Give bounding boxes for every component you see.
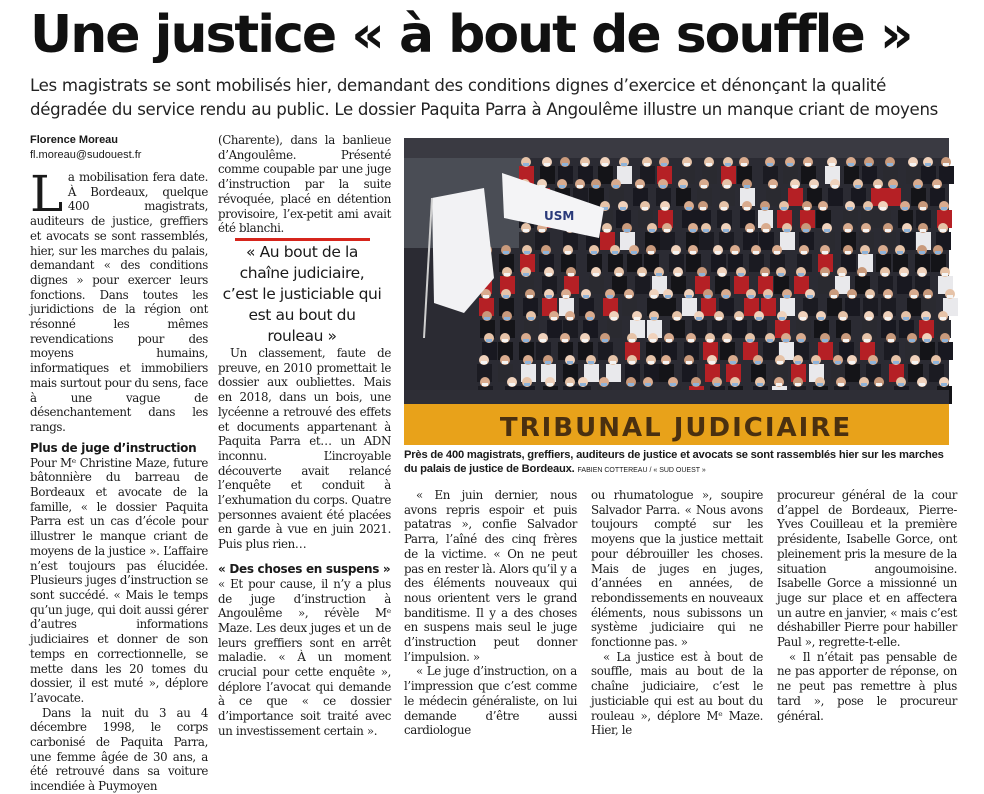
paragraph: « La justice est à bout de souffle, mais au bout de la chaîne judiciaire, c’est le justiciable qui est au bout du rouleau », déplore Mᵉ Maze. Hier, le (591, 649, 763, 738)
paragraph: procureur général de la cour d’appel de Bordeaux, Pierre-Yves Couilleau et la première présidente, Isabelle Gorce, ont pleinement pris la mesure de la situation angoumoisine. Isabelle Gorce a missionné un juge sur place et en affectera un autre en janvier, « mais c’est déshabiller Pierre pour habiller Paul », regrette-t-elle. (777, 488, 957, 650)
lead-paragraph (30, 165, 208, 435)
paragraph: « Et pour cause, il n’y a plus de juge d’instruction à Angoulême », révèle Mᵉ Maze. Les deux juges et un de leurs greffiers sont en arrêt maladie. « À un moment crucial pour cette enquête », déplore l’avocat qui demande à ce que « ce dossier d’importance soit traité avec un investissement certain ». (218, 576, 391, 738)
paragraph: ou rhumatologue », soupire Salvador Parra. « Nous avons toujours compté sur les moyens que la justice mettait pour débrouiller les choses. Mais de juges en juges, d’années en années, de rebondissements en nouveaux éléments, nous subissons un système judiciaire qui ne fonctionne pas. » (591, 488, 763, 650)
column-2 (218, 133, 391, 236)
paragraph: Un classement, faute de preuve, en 2010 promettait le dossier aux oubliettes. Mais en 2018, dans un bois, une lycéenne a retrouvé des effets et documents appartenant à Paquita Parra et… un ADN inconnu. L’incroyable découverte avait relancé l’enquête et conduit à l’exhumation du corps. Quatre personnes avaient été placées en garde à vue en juin 2021. Puis plus rien… (218, 346, 391, 552)
headline: Une justice « à bout de souffle » (30, 5, 912, 65)
pullquote: « Au bout de la chaîne judiciaire, c’est le justiciable qui est au bout du rouleau » (222, 243, 382, 345)
flag-text: USM (544, 209, 575, 223)
banner-text: TRIBUNAL JUDICIAIRE (499, 413, 853, 443)
column-1 (30, 165, 208, 794)
paragraph: Dans la nuit du 3 au 4 décembre 1998, le corps carbonisé de Paquita Parra, une femme âgée de 30 ans, a été retrouvé dans sa voiture incendiée à Puymoyen (30, 705, 208, 794)
standfirst: Les magistrats se sont mobilisés hier, demandant des conditions dignes d’exercice et dénonçant la qualité dégradée du service rendu au public. Le dossier Paquita Parra à Angoulême illustre un manque criant de moyens (30, 76, 939, 119)
author-name: Florence Moreau (30, 134, 119, 146)
pullquote-rule (235, 238, 370, 241)
drop-cap: L (30, 165, 63, 223)
crowd-photo (404, 138, 949, 445)
byline (30, 133, 210, 163)
subhead-suspens: « Des choses en suspens » (218, 561, 391, 576)
caption-text: Près de 400 magistrats, greffiers, auditeurs de justice et avocats se sont rassemblés hier sur les marches du palais de justice de Bordeaux. (404, 449, 944, 475)
paragraph: « En juin dernier, nous avons repris espoir et puis patatras », confie Salvador Parra, l’aîné des cinq frères de la victime. « On ne peut pas en rester là. Alors qu’il y a des éléments nouveaux qui nous orientent vers le grand banditisme. Il y a des choses en suspens mais seul le juge d’instruction peut donner l’impulsion. » (404, 488, 577, 664)
lead-text: a mobilisation fera date. À Bordeaux, quelque 400 magistrats, auditeurs de justice, greffiers et avocats se sont rassemblés, hier, sur les marches du palais, demandant « des conditions dignes » pour exercer leurs fonctions. Dans toutes les juridictions de la région ont résonné les mêmes revendications pour des moyens humains, informatiques et immobiliers mais surtout pour du sens, face à une vague de désenchantement dans les rangs. (30, 170, 208, 434)
paragraph: « Le juge d’instruction, on a l’impression que c’est comme le médecin généraliste, on lui demande d’être aussi cardiologue (404, 664, 577, 738)
photo-caption (404, 448, 959, 478)
photo-illustration (404, 138, 949, 445)
column-2-lower (218, 346, 391, 738)
column-4 (591, 488, 763, 738)
paragraph: (Charente), dans la banlieue d’Angoulême. Présenté comme coupable par une juge d’instruction par la suite révoquée, placé en détention provisoire, l’ex-petit ami avait été blanchi. (218, 133, 391, 236)
subhead-juge: Plus de juge d’instruction (30, 440, 197, 455)
photo-credit: FABIEN COTTEREAU / « SUD OUEST » (577, 467, 706, 474)
column-3 (404, 488, 577, 738)
paragraph: Pour Mᵉ Christine Maze, future bâtonnière du barreau de Bordeaux et avocate de la famille, « le dossier Paquita Parra est un cas d’école pour illustrer le manque criant de moyens de la justice ». L’affaire n’est toujours pas élucidée. Plusieurs juges d’instruction se sont succédé. « Mais le temps qu’un juge, qui doit aussi gérer d’autres informations judiciaires et donner de son temps en correctionnelle, se mette dans les 20 tomes du dossier, il est muté », déplore l’avocate. (30, 455, 208, 705)
author-email[interactable]: fl.moreau@sudouest.fr (30, 149, 142, 161)
paragraph: « Il n’était pas pensable de ne pas apporter de réponse, on ne peut pas remettre à plus tard », pose le procureur général. (777, 649, 957, 723)
column-5 (777, 488, 957, 723)
